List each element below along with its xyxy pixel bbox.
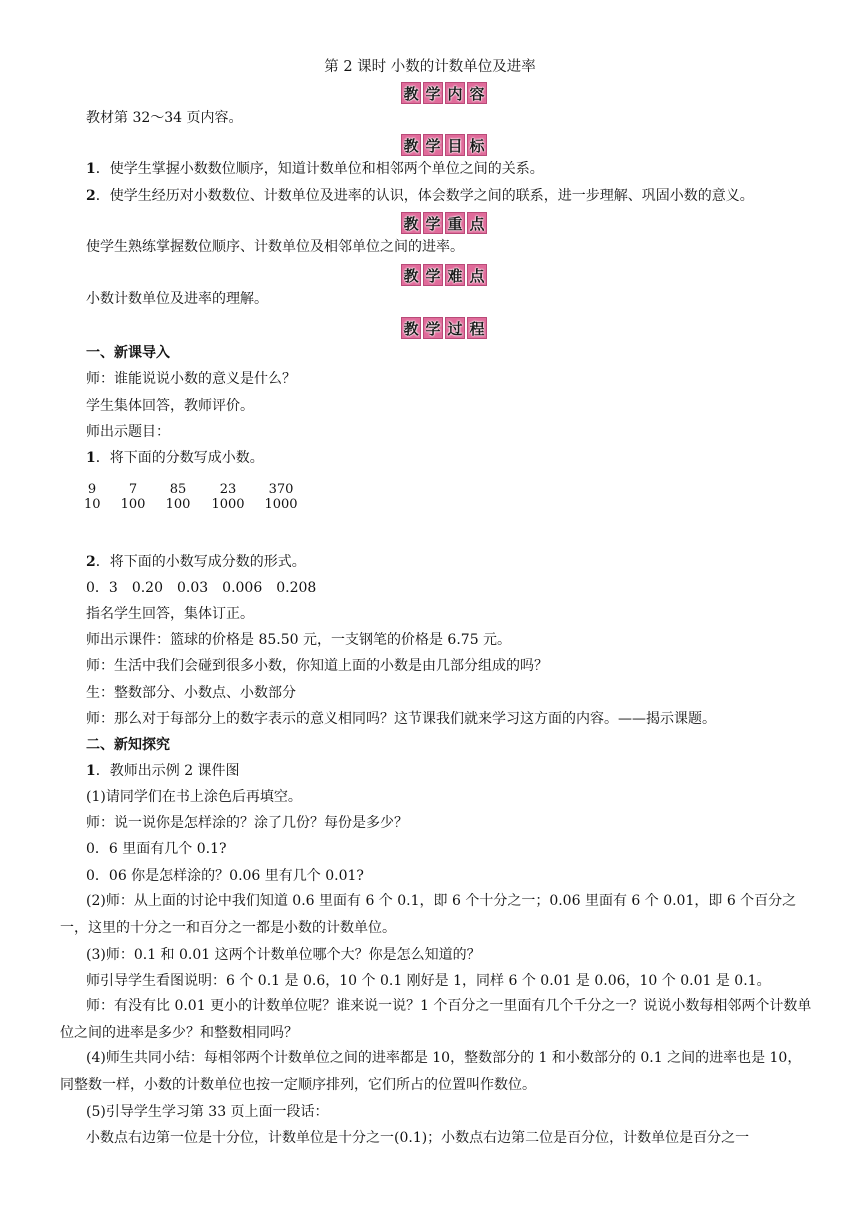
- badge-char: 程: [467, 317, 487, 339]
- badge-char: 教: [401, 212, 421, 234]
- goal-text: ．使学生经历对小数数位、计数单位及进率的认识，体会数学之间的联系，进一步理解、巩固小数的意义。: [95, 188, 754, 204]
- question-item: [86, 552, 814, 572]
- text-line: (3)师：0.1 和 0.01 这两个计数单位哪个大？你是怎么知道的？: [86, 947, 481, 963]
- fraction-denominator: 100: [120, 497, 146, 512]
- difficulty-text: 小数计数单位及进率的理解。: [86, 291, 268, 307]
- text-line: 师出示课件：篮球的价格是 85.50 元，一支钢笔的价格是 6.75 元。: [86, 632, 512, 648]
- badge-char: 点: [467, 212, 487, 234]
- badge-char: 教: [401, 82, 421, 104]
- content-text: 教材第 32～34 页内容。: [86, 110, 243, 126]
- badge-char: 教: [401, 134, 421, 156]
- question-text: ．将下面的小数写成分数的形式。: [95, 554, 306, 570]
- question-item: [86, 448, 814, 468]
- badge-char: 标: [467, 134, 487, 156]
- badge-char: 学: [423, 82, 443, 104]
- text-line: 师引导学生看图说明：6 个 0.1 是 0.6，10 个 0.1 刚好是 1，同样 6 个 0.01 是 0.06，10 个 0.01 是 0.1。: [86, 973, 771, 989]
- fraction-numerator: 370: [268, 482, 294, 497]
- badge-char: 目: [445, 134, 465, 156]
- badge-char: 学: [423, 264, 443, 286]
- badge-char: 教: [401, 317, 421, 339]
- fraction-numerator: 85: [169, 482, 187, 497]
- question-item: [86, 761, 814, 781]
- text-line: 师：生活中我们会碰到很多小数，你知道上面的小数是由几部分组成的吗？: [86, 658, 548, 674]
- badge-char: 重: [445, 212, 465, 234]
- section-badge-goals: [401, 133, 487, 157]
- section-heading: 二、新知探究: [86, 737, 170, 753]
- item-text: ．教师出示例 2 课件图: [95, 763, 240, 779]
- fraction: [84, 482, 100, 512]
- text-line: (1)请同学们在书上涂色后再填空。: [86, 789, 302, 805]
- badge-char: 点: [467, 264, 487, 286]
- badge-char: 教: [401, 264, 421, 286]
- fraction-denominator: 1000: [211, 497, 245, 512]
- badge-char: 内: [445, 82, 465, 104]
- section-badge-key: [401, 211, 487, 235]
- badge-char: 学: [423, 212, 443, 234]
- text-line: 生：整数部分、小数点、小数部分: [86, 685, 296, 701]
- text-line: 学生集体回答，教师评价。: [86, 398, 254, 414]
- section-heading: 一、新课导入: [86, 345, 170, 361]
- text-line: 师出示题目：: [86, 424, 170, 440]
- text-line: 师：谁能说说小数的意义是什么？: [86, 371, 296, 387]
- text-line: 0．06 你是怎样涂的？0.06 里有几个 0.01?: [86, 868, 364, 884]
- section-badge-difficulty: [401, 263, 487, 287]
- question-number: 1: [86, 450, 96, 466]
- text-line: 0．6 里面有几个 0.1?: [86, 841, 227, 857]
- text-line: (5)引导学生学习第 33 页上面一段话：: [86, 1104, 329, 1120]
- badge-char: 难: [445, 264, 465, 286]
- key-text: 使学生熟练掌握数位顺序、计数单位及相邻单位之间的进率。: [86, 239, 464, 255]
- goal-text: ．使学生掌握小数数位顺序，知道计数单位和相邻两个单位之间的关系。: [95, 161, 544, 177]
- question-text: ．将下面的分数写成小数。: [95, 450, 264, 466]
- fraction-denominator: 100: [165, 497, 191, 512]
- fraction-numerator: 7: [128, 482, 138, 497]
- decimals-line: 0．3 0.20 0.03 0.006 0.208: [86, 580, 317, 596]
- fraction: [209, 482, 247, 512]
- goal-number: 1: [86, 161, 96, 177]
- fraction-denominator: 1000: [264, 497, 298, 512]
- item-number: 1: [86, 763, 96, 779]
- fraction-numerator: 23: [219, 482, 237, 497]
- badge-char: 学: [423, 317, 443, 339]
- text-line: 指名学生回答，集体订正。: [86, 606, 254, 622]
- fraction: [118, 482, 148, 512]
- goal-item: [86, 186, 814, 206]
- text-line: 小数点右边第一位是十分位，计数单位是十分之一(0.1)；小数点右边第二位是百分位，计数单位是百分之一: [86, 1130, 750, 1146]
- goal-number: 2: [86, 188, 96, 204]
- fraction: [163, 482, 193, 512]
- badge-char: 学: [423, 134, 443, 156]
- text-line: 师：那么对于每部分上的数字表示的意义相同吗？这节课我们就来学习这方面的内容。——揭示课题。: [86, 711, 716, 727]
- fraction: [262, 482, 300, 512]
- paragraph: (4)师生共同小结：每相邻两个计数单位之间的进率都是 10，整数部分的 1 和小数部分的 0.1 之间的进率也是 10，同整数一样，小数的计数单位也按一定顺序排列，它们所占的位置叫作数位。: [60, 1050, 802, 1093]
- section-badge-process: [401, 316, 487, 340]
- paragraph: (2)师：从上面的讨论中我们知道 0.6 里面有 6 个 0.1，即 6 个十分之一；0.06 里面有 6 个 0.01，即 6 个百分之一，这里的十分之一和百分之一都是小数的计数单位。: [60, 893, 797, 936]
- text-line: 师：说一说你是怎样涂的？涂了几份？每份是多少？: [86, 815, 408, 831]
- fraction-numerator: 9: [87, 482, 97, 497]
- badge-char: 容: [467, 82, 487, 104]
- goal-item: [86, 159, 814, 179]
- section-badge-content: [401, 81, 487, 105]
- question-number: 2: [86, 554, 96, 570]
- fraction-denominator: 10: [84, 497, 101, 512]
- page-title: 第 2 课时 小数的计数单位及进率: [324, 59, 536, 75]
- badge-char: 过: [445, 317, 465, 339]
- paragraph: 师：有没有比 0.01 更小的计数单位呢？谁来说一说？1 个百分之一里面有几个千分之一？说说小数每相邻两个计数单位之间的进率是多少？和整数相同吗？: [60, 998, 812, 1041]
